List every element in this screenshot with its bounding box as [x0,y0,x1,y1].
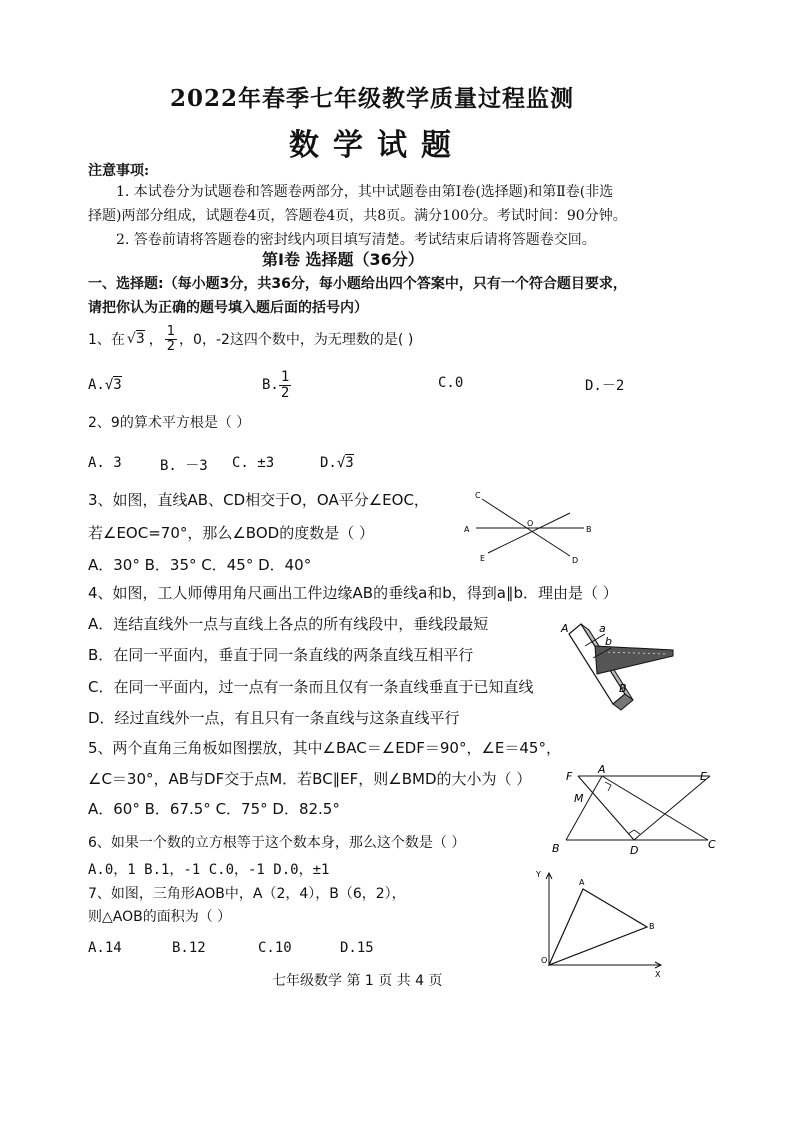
q4-label-a-point: A [561,622,569,635]
q5-label-m: M [574,792,584,805]
q4-figure [555,612,680,722]
notes-line-1: 1. 本试卷分为试题卷和答题卷两部分，其中试题卷由第Ⅰ卷(选择题)和第Ⅱ卷(非选 [116,184,614,200]
question-7-stem-2: 则△AOB的面积为（ ） [88,909,232,925]
q7-figure [533,867,668,977]
q7-option-c: C.10 [258,940,292,956]
q1-prefix: 1、在 [88,332,125,348]
q5-label-e: E [700,770,707,783]
q3-label-d: D [572,556,579,565]
q1-option-d: D.－2 [585,378,625,394]
q5-label-d: D [630,844,639,857]
q7-option-a: A.14 [88,940,122,956]
q4-option-c: C．在同一平面内，过一点有一条而且仅有一条直线垂直于已知直线 [88,678,534,696]
question-4-stem: 4、如图，工人师傅用角尺画出工件边缘AB的垂线a和b，得到a∥b．理由是（ ） [88,584,618,602]
q1-sqrt: √3 [126,331,145,347]
q7-label-y: Y [536,870,541,879]
page-footer: 七年级数学 第 1 页 共 4 页 [272,973,443,989]
question-2-stem: 2、9的算术平方根是（ ） [88,415,251,431]
q1-option-b: B. 1 2 [262,368,290,401]
q7-label-b: B [649,922,655,931]
section-instruction-1: 一、选择题:（每小题3分，共36分，每小题给出四个答案中，只有一个符合题目要求， [88,276,627,292]
q1-rest: ，0，-2这四个数中，为无理数的是( ) [179,332,414,348]
q2-option-c: C. ±3 [232,455,275,471]
question-3-stem-1: 3、如图，直线AB、CD相交于O，OA平分∠EOC， [88,491,429,509]
question-5-stem-2: ∠C＝30°，AB与DF交于点M．若BC∥EF，则∠BMD的大小为（ ） [88,770,532,788]
q1-option-c: C.0 [438,375,464,391]
q4-option-b: B．在同一平面内，垂直于同一条直线的两条直线互相平行 [88,646,474,664]
q3-label-o: O [527,519,534,528]
notes-line-3: 2. 答卷前请将答题卷的密封线内项目填写清楚。考试结束后请将答题卷交回。 [116,232,596,248]
q3-label-e: E [480,554,486,563]
q2-option-a: A. 3 [88,455,122,471]
q7-label-a: A [579,878,585,887]
q4-label-b-point: B [619,682,627,695]
q7-label-x: X [655,970,661,977]
q3-figure [458,488,608,568]
q3-label-a: A [464,525,470,534]
exam-title: 2022年春季七年级教学质量过程监测 [170,85,575,112]
q2-option-b: B. －3 [160,458,208,474]
q7-label-o: O [541,956,548,965]
q5-label-c: C [708,838,716,851]
q4-label-line-a: a [599,622,606,635]
question-3-options: A．30° B．35° C．45° D．40° [88,556,312,574]
q4-label-line-b: b [605,635,612,648]
question-5-options: A．60° B．67.5° C．75° D．82.5° [88,800,340,818]
q7-option-d: D.15 [340,940,374,956]
subject-title: 数学试题 [289,128,465,163]
q1-option-a: A. √3 [88,377,122,393]
question-7-stem-1: 7、如图，三角形AOB中，A（2，4），B（6，2）， [88,886,406,902]
section-title: 第Ⅰ卷 选择题（36分） [262,250,424,269]
question-1-stem: 1、在 √3 ， 1 2 ，0，-2这四个数中，为无理数的是( ) [88,323,414,354]
q5-label-a: A [598,763,606,776]
q4-option-d: D．经过直线外一点，有且只有一条直线与这条直线平行 [88,709,460,727]
q3-label-b: B [586,525,592,534]
q7-option-b: B.12 [172,940,206,956]
q3-label-c: C [475,491,481,500]
section-instruction-2: 请把你认为正确的题号填入题后面的括号内） [88,300,368,316]
q5-label-f: F [566,770,573,783]
notes-heading: 注意事项: [88,163,150,179]
notes-line-2: 择题)两部分组成，试题卷4页，答题卷4页，共8页。满分100分。考试时间：90分钟。 [88,208,627,224]
question-6-options: A.0，1 B.1，-1 C.0，-1 D.0，±1 [88,862,330,878]
q2-option-d: D. √3 [320,455,354,471]
q1-fraction: 1 2 [166,323,176,354]
q4-option-a: A．连结直线外一点与直线上各点的所有线段中，垂线段最短 [88,615,489,633]
question-6-stem: 6、如果一个数的立方根等于这个数本身，那么这个数是（ ） [88,835,466,851]
question-5-stem-1: 5、两个直角三角板如图摆放，其中∠BAC＝∠EDF＝90°，∠E＝45°， [88,739,561,757]
q5-figure [548,762,728,857]
question-3-stem-2: 若∠EOC=70°，那么∠BOD的度数是（ ） [88,524,374,542]
q5-label-b: B [552,842,560,855]
